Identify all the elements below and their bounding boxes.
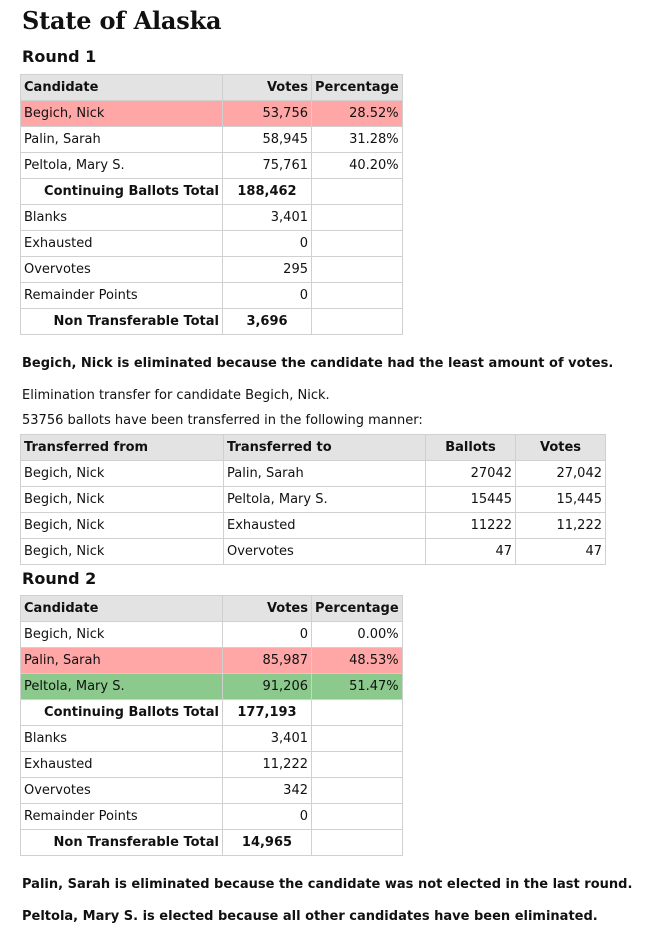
transfer-ballots: 27042	[426, 461, 516, 487]
continuing-total-row	[21, 179, 403, 205]
candidate-percentage: 51.47%	[312, 674, 403, 700]
transfer-to: Palin, Sarah	[224, 461, 426, 487]
transfer-row	[21, 539, 606, 565]
candidate-votes: 58,945	[223, 127, 312, 153]
non-transferable-name: Overvotes	[21, 778, 223, 804]
non-transferable-votes: 3,401	[223, 205, 312, 231]
transfer-from: Begich, Nick	[21, 461, 224, 487]
non-transferable-row	[21, 726, 403, 752]
non-transferable-total-value: 3,696	[223, 309, 312, 335]
non-transferable-row	[21, 283, 403, 309]
non-transferable-name: Remainder Points	[21, 804, 223, 830]
transferred-from-header: Transferred from	[21, 435, 224, 461]
page-title: State of Alaska	[22, 6, 222, 35]
empty-cell	[312, 778, 403, 804]
candidate-name: Begich, Nick	[21, 101, 223, 127]
candidate-name: Begich, Nick	[21, 622, 223, 648]
votes-column-header: Votes	[223, 75, 312, 101]
votes-header: Votes	[516, 435, 606, 461]
transfer-from: Begich, Nick	[21, 539, 224, 565]
non-transferable-votes: 11,222	[223, 752, 312, 778]
non-transferable-votes: 342	[223, 778, 312, 804]
percentage-column-header: Percentage	[312, 596, 403, 622]
candidate-votes: 0	[223, 622, 312, 648]
non-transferable-votes: 3,401	[223, 726, 312, 752]
non-transferable-row	[21, 231, 403, 257]
table-header-row	[21, 75, 403, 101]
empty-cell	[312, 830, 403, 856]
transfer-votes: 15,445	[516, 487, 606, 513]
non-transferable-name: Exhausted	[21, 752, 223, 778]
non-transferable-total-label: Non Transferable Total	[21, 309, 223, 335]
non-transferable-votes: 0	[223, 283, 312, 309]
transfer-from: Begich, Nick	[21, 487, 224, 513]
transfer-ballots: 11222	[426, 513, 516, 539]
candidate-row	[21, 648, 403, 674]
transfer-votes: 27,042	[516, 461, 606, 487]
empty-cell	[312, 257, 403, 283]
non-transferable-votes: 0	[223, 231, 312, 257]
transfer-votes: 11,222	[516, 513, 606, 539]
empty-cell	[312, 804, 403, 830]
non-transferable-row	[21, 752, 403, 778]
transfer-table	[20, 434, 606, 565]
empty-cell	[312, 205, 403, 231]
non-transferable-name: Exhausted	[21, 231, 223, 257]
candidate-row	[21, 153, 403, 179]
table-header-row	[21, 596, 403, 622]
round-1-heading: Round 1	[22, 47, 97, 66]
non-transferable-row	[21, 257, 403, 283]
non-transferable-total-label: Non Transferable Total	[21, 830, 223, 856]
transfer-row	[21, 487, 606, 513]
non-transferable-total-row	[21, 830, 403, 856]
round-2-table	[20, 595, 403, 856]
candidate-row	[21, 674, 403, 700]
transfer-to: Peltola, Mary S.	[224, 487, 426, 513]
transfer-from: Begich, Nick	[21, 513, 224, 539]
candidate-percentage: 40.20%	[312, 153, 403, 179]
non-transferable-row	[21, 205, 403, 231]
non-transferable-name: Blanks	[21, 726, 223, 752]
empty-cell	[312, 726, 403, 752]
non-transferable-votes: 0	[223, 804, 312, 830]
empty-cell	[312, 309, 403, 335]
empty-cell	[312, 700, 403, 726]
non-transferable-row	[21, 804, 403, 830]
transferred-to-header: Transferred to	[224, 435, 426, 461]
candidate-name: Palin, Sarah	[21, 648, 223, 674]
candidate-percentage: 31.28%	[312, 127, 403, 153]
elimination-note: Begich, Nick is eliminated because the candidate had the least amount of votes.	[22, 356, 614, 371]
non-transferable-total-row	[21, 309, 403, 335]
continuing-total-label: Continuing Ballots Total	[21, 179, 223, 205]
votes-column-header: Votes	[223, 596, 312, 622]
transfer-ballots: 15445	[426, 487, 516, 513]
non-transferable-name: Overvotes	[21, 257, 223, 283]
continuing-total-value: 177,193	[223, 700, 312, 726]
ballots-header: Ballots	[426, 435, 516, 461]
candidate-name: Palin, Sarah	[21, 127, 223, 153]
transfer-row	[21, 461, 606, 487]
transfer-to: Exhausted	[224, 513, 426, 539]
percentage-column-header: Percentage	[312, 75, 403, 101]
candidate-column-header: Candidate	[21, 75, 223, 101]
transfer-intro: Elimination transfer for candidate Begich, Nick.	[22, 388, 330, 403]
candidate-votes: 85,987	[223, 648, 312, 674]
election-result-note: Peltola, Mary S. is elected because all other candidates have been eliminated.	[22, 909, 598, 924]
empty-cell	[312, 283, 403, 309]
candidate-votes: 91,206	[223, 674, 312, 700]
empty-cell	[312, 179, 403, 205]
transfer-row	[21, 513, 606, 539]
non-transferable-name: Remainder Points	[21, 283, 223, 309]
non-transferable-name: Blanks	[21, 205, 223, 231]
candidate-votes: 75,761	[223, 153, 312, 179]
table-header-row	[21, 435, 606, 461]
transfer-votes: 47	[516, 539, 606, 565]
candidate-row	[21, 622, 403, 648]
non-transferable-total-value: 14,965	[223, 830, 312, 856]
non-transferable-row	[21, 778, 403, 804]
final-elimination-note: Palin, Sarah is eliminated because the candidate was not elected in the last round.	[22, 877, 633, 892]
candidate-column-header: Candidate	[21, 596, 223, 622]
transfer-ballots: 47	[426, 539, 516, 565]
continuing-total-value: 188,462	[223, 179, 312, 205]
continuing-total-label: Continuing Ballots Total	[21, 700, 223, 726]
transfer-summary: 53756 ballots have been transferred in the following manner:	[22, 413, 423, 428]
transfer-to: Overvotes	[224, 539, 426, 565]
empty-cell	[312, 752, 403, 778]
candidate-percentage: 28.52%	[312, 101, 403, 127]
round-2-heading: Round 2	[22, 569, 97, 588]
candidate-votes: 53,756	[223, 101, 312, 127]
empty-cell	[312, 231, 403, 257]
candidate-row	[21, 127, 403, 153]
continuing-total-row	[21, 700, 403, 726]
round-1-table	[20, 74, 403, 335]
candidate-name: Peltola, Mary S.	[21, 674, 223, 700]
candidate-percentage: 48.53%	[312, 648, 403, 674]
candidate-name: Peltola, Mary S.	[21, 153, 223, 179]
non-transferable-votes: 295	[223, 257, 312, 283]
candidate-percentage: 0.00%	[312, 622, 403, 648]
candidate-row	[21, 101, 403, 127]
